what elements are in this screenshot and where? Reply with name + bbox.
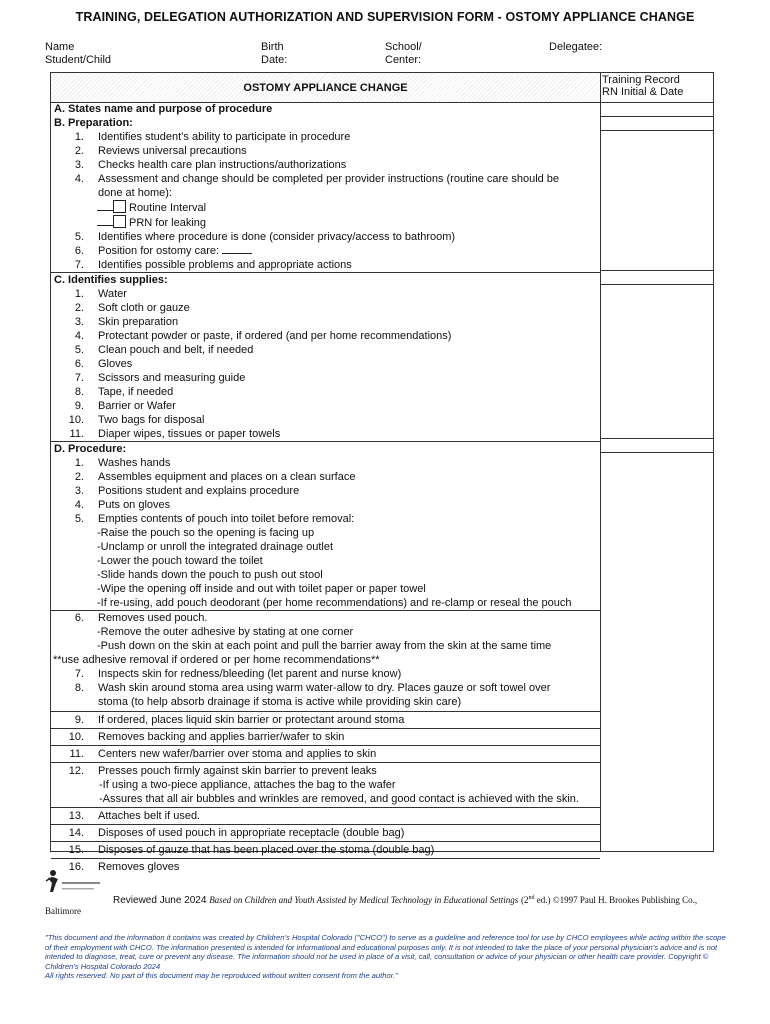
section-d — [51, 442, 600, 456]
section-c-text: C. Identifies supplies: — [54, 274, 168, 286]
item-text: Removes used pouch. — [98, 612, 208, 624]
list-item — [51, 498, 600, 512]
publisher-city: Baltimore — [45, 906, 81, 916]
item-text: Wash skin around stoma area using warm water-allow to dry. Places gauze or soft towel over — [98, 682, 551, 694]
list-item — [51, 172, 600, 186]
list-item — [51, 357, 600, 371]
list-item — [51, 230, 600, 244]
item-number: 4. — [74, 173, 84, 185]
review-citation — [113, 892, 697, 907]
item-number: 16. — [68, 861, 84, 873]
edition-sup: nd — [528, 895, 535, 901]
item-text: Diaper wipes, tissues or paper towels — [98, 428, 281, 440]
list-item — [51, 470, 600, 484]
item-text: Skin preparation — [98, 316, 179, 328]
record-row-line — [600, 130, 714, 131]
item-text: Position for ostomy care: — [98, 245, 220, 257]
hospital-logo — [44, 868, 114, 898]
list-item — [51, 808, 600, 825]
item-number: 11. — [69, 748, 84, 760]
item-text: Gloves — [98, 358, 133, 370]
item-number: 14. — [68, 827, 84, 839]
item-number: 15. — [68, 844, 84, 856]
record-row-line — [600, 116, 714, 117]
routine-interval-label: Routine Interval — [129, 202, 207, 214]
logo-wordmark-line — [62, 882, 100, 884]
item-text: Soft cloth or gauze — [98, 302, 190, 314]
item-number: 1. — [74, 288, 84, 300]
sub-step: -Raise the pouch so the opening is facing up — [97, 527, 315, 539]
item-continuation: stoma (to help absorb drainage if stoma is active while providing skin care) — [51, 695, 600, 712]
list-item — [51, 512, 600, 526]
list-item — [51, 611, 600, 625]
birth-label-line2: Date: — [261, 54, 288, 66]
item-number: 1. — [74, 457, 84, 469]
item-text: Identifies student’s ability to participate in procedure — [98, 131, 351, 143]
list-item — [51, 287, 600, 301]
disclaimer-text: "This document and the information it contains was created by Children’s Hospital Colorado ("CHCO") to serve as a guideline and reference tool for use by CHCO employees while acting within the scope of their employment with CHCO. The information presented is intended for informational and educational purposes only. It is not intended to take the place of your personal physician’s advice and is not intended to diagnose, treat, cure or prevent any disease. The information should not be used in place of a visit, call, consultation or advice of your physician or other health care provider. Copyright © Children’s Hospital Colorado 2024 — [45, 933, 726, 971]
sub-step-note: **use adhesive removal if ordered or per home recommendations** — [53, 654, 380, 666]
item-number: 8. — [74, 682, 84, 694]
list-item — [51, 158, 600, 172]
edition-suffix: ed.) ©1997 Paul H. Brookes Publishing Co., — [536, 895, 698, 905]
logo-head — [50, 870, 56, 876]
item-text: Empties contents of pouch into toilet before removal: — [98, 513, 355, 525]
item-text: Puts on gloves — [98, 499, 171, 511]
logo-figure — [48, 877, 58, 892]
item-number: 8. — [74, 386, 84, 398]
reviewed-date: Reviewed June 2024 — [113, 895, 207, 906]
column-title: OSTOMY APPLIANCE CHANGE — [51, 73, 600, 103]
birth-label-line1: Birth — [261, 41, 284, 53]
record-row-line — [600, 270, 714, 271]
item-number: 5. — [74, 231, 84, 243]
list-item — [51, 667, 600, 681]
item-text: Positions student and explains procedure — [98, 485, 300, 497]
prn-option — [51, 215, 600, 230]
item-number: 9. — [74, 714, 84, 726]
record-row-line — [600, 284, 714, 285]
school-center-label — [385, 41, 422, 67]
list-item — [51, 681, 600, 695]
item-text: Barrier or Wafer — [98, 400, 176, 412]
item-number: 12. — [68, 765, 84, 777]
logo-arm — [46, 879, 49, 881]
blank-line — [97, 210, 113, 211]
item-text: Presses pouch firmly against skin barrier to prevent leaks — [98, 765, 377, 777]
list-item — [51, 144, 600, 158]
edition-prefix: (2 — [521, 895, 529, 905]
list-item — [51, 763, 600, 778]
form-title: TRAINING, DELEGATION AUTHORIZATION AND SUPERVISION FORM - OSTOMY APPLIANCE CHANGE — [75, 10, 695, 24]
item-number: 11. — [69, 428, 84, 440]
item-text: Identifies where procedure is done (consider privacy/access to bathroom) — [98, 231, 456, 243]
procedure-rows — [51, 102, 600, 875]
procedure-table — [50, 72, 714, 873]
name-label-line2: Student/Child — [45, 54, 112, 66]
list-item — [51, 825, 600, 842]
item-number: 4. — [74, 499, 84, 511]
record-header-line2: RN Initial & Date — [602, 86, 684, 98]
sub-step: -If using a two-piece appliance, attaches the bag to the wafer — [99, 779, 396, 791]
delegatee-label: Delegatee: — [549, 41, 603, 53]
blank-line — [97, 225, 113, 226]
item-number: 1. — [74, 131, 84, 143]
sub-step: -Push down on the skin at each point and pull the barrier away from the skin at the same time — [97, 640, 552, 652]
item-number: 3. — [74, 485, 84, 497]
item-number: 3. — [74, 159, 84, 171]
citation-text — [209, 895, 518, 905]
item-text: If ordered, places liquid skin barrier or protectant around stoma — [98, 714, 405, 726]
item-number: 7. — [74, 668, 84, 680]
item-number: 9. — [74, 400, 84, 412]
sub-step: -If re-using, add pouch deodorant (per home recommendations) and re-clamp or reseal the pouch — [51, 596, 600, 611]
item-text: Inspects skin for redness/bleeding (let parent and nurse know) — [98, 668, 402, 680]
rights-text: All rights reserved. No part of this document may be reproduced without written consent from the author." — [45, 971, 398, 980]
sub-step: -Wipe the opening off inside and out with toilet paper or paper towel — [97, 583, 426, 595]
sub-step: -Remove the outer adhesive by stating at one corner — [97, 626, 354, 638]
item-number: 10. — [68, 731, 84, 743]
item-text: Disposes of gauze that has been placed over the stoma (double bag) — [98, 844, 435, 856]
name-label — [45, 41, 111, 67]
item-text: Washes hands — [98, 457, 171, 469]
item-number: 7. — [74, 259, 84, 271]
item-number: 6. — [74, 358, 84, 370]
item-text: Assembles equipment and places on a clean surface — [98, 471, 356, 483]
citation-title: Based on Children and Youth Assisted by Medical Technology in Educational Settings — [209, 895, 519, 905]
item-text: Attaches belt if used. — [98, 810, 201, 822]
list-item — [51, 842, 600, 859]
column-divider — [600, 73, 601, 851]
item-text: Identifies possible problems and appropriate actions — [98, 259, 352, 271]
position-blank-field[interactable] — [222, 253, 252, 254]
citation-edition — [521, 895, 697, 905]
item-number: 2. — [74, 471, 84, 483]
item-number: 7. — [74, 372, 84, 384]
section-a-text: A. States name and purpose of procedure — [54, 103, 273, 115]
list-item — [51, 371, 600, 385]
item-number: 10. — [68, 414, 84, 426]
item-number: 2. — [74, 145, 84, 157]
item-number: 5. — [74, 513, 84, 525]
routine-interval-checkbox[interactable] — [113, 200, 126, 213]
item-text: Assessment and change should be completed per provider instructions (routine care should be — [98, 173, 560, 185]
list-item — [51, 729, 600, 746]
list-item — [51, 484, 600, 498]
item-text: Protectant powder or paste, if ordered (and per home recommendations) — [98, 330, 452, 342]
item-text: Tape, if needed — [98, 386, 174, 398]
list-item — [51, 301, 600, 315]
item-text: Removes gloves — [98, 861, 180, 873]
item-number: 2. — [74, 302, 84, 314]
record-row-line — [600, 452, 714, 453]
item-number: 5. — [74, 344, 84, 356]
item-continuation: done at home): — [98, 187, 172, 199]
item-number: 4. — [74, 330, 84, 342]
sub-step: -Lower the pouch toward the toilet — [97, 555, 263, 567]
sub-step: -Unclamp or unroll the integrated drainage outlet — [97, 541, 334, 553]
list-item — [51, 130, 600, 144]
list-item — [51, 329, 600, 343]
section-a — [51, 102, 600, 116]
list-item — [51, 385, 600, 399]
name-label-line1: Name — [45, 41, 75, 53]
list-item — [51, 399, 600, 413]
list-item — [51, 712, 600, 729]
prn-label: PRN for leaking — [129, 217, 207, 229]
list-item — [51, 746, 600, 763]
list-item — [51, 343, 600, 357]
item-text: Clean pouch and belt, if needed — [98, 344, 254, 356]
training-record-header — [602, 74, 714, 98]
item-text: Removes backing and applies barrier/wafer to skin — [98, 731, 345, 743]
item-text: Checks health care plan instructions/authorizations — [98, 159, 347, 171]
item-number: 13. — [68, 810, 84, 822]
item-number: 3. — [74, 316, 84, 328]
list-item — [51, 258, 600, 273]
item-text: Water — [98, 288, 127, 300]
record-row-line — [600, 438, 714, 439]
prn-checkbox[interactable] — [113, 215, 126, 228]
school-label-line2: Center: — [385, 54, 422, 66]
item-number: 6. — [74, 612, 84, 624]
list-item — [51, 244, 600, 258]
list-item — [51, 456, 600, 470]
sub-step: -Assures that all air bubbles and wrinkles are removed, and good contact is achieved with the skin. — [51, 792, 600, 808]
item-text: Disposes of used pouch in appropriate receptacle (double bag) — [98, 827, 405, 839]
section-b-text: B. Preparation: — [54, 117, 133, 129]
item-text: Reviews universal precautions — [98, 145, 247, 157]
school-label-line1: School/ — [385, 41, 422, 53]
list-item — [51, 427, 600, 442]
item-text: Centers new wafer/barrier over stoma and applies to skin — [98, 748, 377, 760]
item-text: Scissors and measuring guide — [98, 372, 246, 384]
sub-step: -Slide hands down the pouch to push out stool — [97, 569, 323, 581]
list-item — [51, 413, 600, 427]
routine-interval-option — [51, 200, 600, 215]
list-item — [51, 315, 600, 329]
birth-date-label — [261, 41, 287, 67]
logo-wordmark-line — [62, 888, 94, 890]
section-d-text: D. Procedure: — [54, 443, 127, 455]
section-c — [51, 273, 600, 287]
item-number: 6. — [74, 245, 84, 257]
record-header-line1: Training Record — [602, 74, 680, 86]
item-text: Two bags for disposal — [98, 414, 205, 426]
record-row-line — [600, 102, 714, 103]
list-item — [51, 859, 600, 875]
section-b — [51, 116, 600, 130]
disclaimer — [45, 933, 729, 981]
